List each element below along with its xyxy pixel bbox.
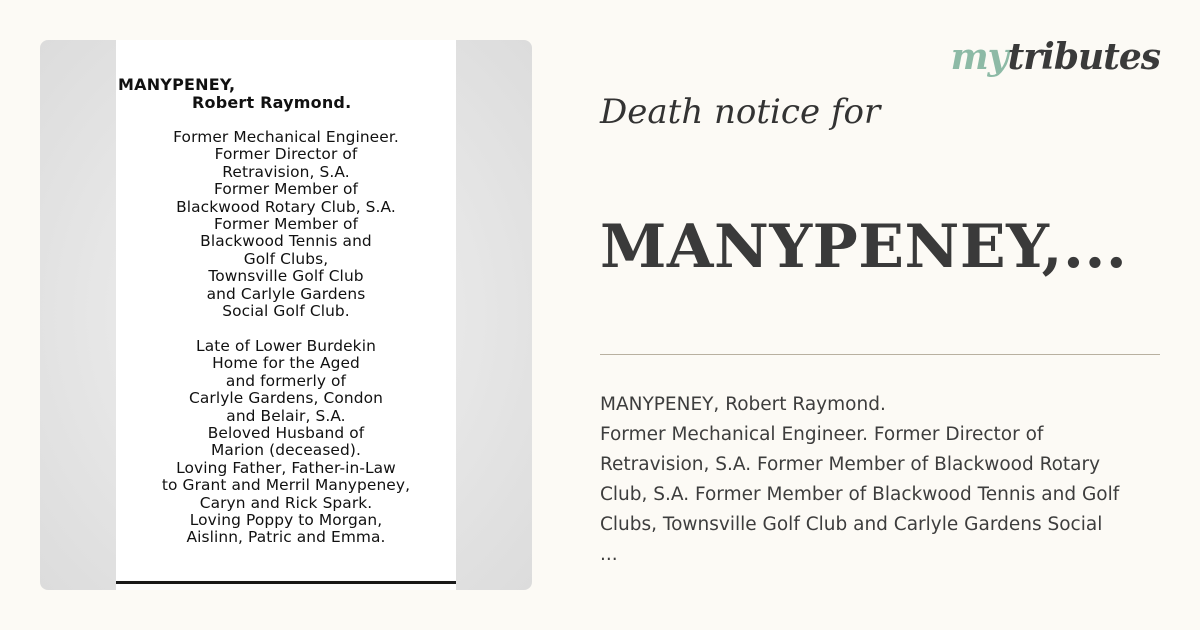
notice-career-block (116, 129, 456, 320)
mytributes-logo[interactable] (951, 36, 1160, 78)
excerpt-line: Retravision, S.A. Former Member of Blackwood Rotary (600, 454, 1101, 475)
divider (600, 354, 1160, 355)
notice-line: Retravision, S.A. (222, 162, 350, 181)
notice-line: Townsville Golf Club (208, 267, 364, 286)
notice-line: Beloved Husband of (207, 424, 365, 443)
page-subtitle: Death notice for (600, 92, 881, 132)
notice-line: Social Golf Club. (222, 302, 350, 321)
notice-line: Blackwood Rotary Club, S.A. (176, 197, 396, 216)
logo-tributes: tributes (1007, 36, 1160, 78)
notice-line: Loving Poppy to Morgan, (189, 511, 383, 530)
notice-family-block (116, 338, 456, 547)
notice-given-names: Robert Raymond. (192, 93, 352, 112)
notice-line: Former Director of (214, 145, 358, 164)
notice-bottom-rule (116, 581, 456, 584)
notice-line: to Grant and Merril Manypeney, (161, 476, 411, 495)
notice-line: Former Member of (213, 180, 359, 199)
notice-line: and Carlyle Gardens (206, 284, 366, 303)
excerpt-line: ... (600, 544, 618, 565)
notice-excerpt (600, 390, 1160, 570)
notice-line: Golf Clubs, (243, 249, 329, 268)
notice-line: Late of Lower Burdekin (196, 337, 376, 355)
notice-surname: MANYPENEY, (118, 75, 236, 94)
notice-line: Former Member of (213, 215, 359, 234)
notice-heading (118, 76, 351, 112)
notice-line: and Belair, S.A. (226, 406, 346, 425)
notice-line: and formerly of (225, 371, 347, 390)
notice-line: Caryn and Rick Spark. (199, 493, 373, 512)
excerpt-line: Former Mechanical Engineer. Former Director of (600, 424, 1044, 445)
excerpt-line: MANYPENEY, Robert Raymond. (600, 394, 886, 415)
notice-paper (116, 40, 456, 590)
notice-line: Former Mechanical Engineer. (173, 128, 399, 146)
notice-line: Carlyle Gardens, Condon (189, 389, 383, 408)
logo-my: my (950, 36, 1008, 78)
notice-line: Blackwood Tennis and (200, 232, 372, 251)
notice-line: Aislinn, Patric and Emma. (186, 528, 386, 547)
notice-line: Loving Father, Father-in-Law (176, 458, 396, 477)
excerpt-line: Clubs, Townsville Golf Club and Carlyle Gardens Social (600, 514, 1103, 535)
notice-line: Marion (deceased). (211, 441, 361, 460)
excerpt-line: Club, S.A. Former Member of Blackwood Tennis and Golf (600, 484, 1120, 505)
page-title: MANYPENEY,... (600, 212, 1128, 282)
notice-line: Home for the Aged (212, 354, 360, 373)
notice-image (40, 40, 532, 590)
